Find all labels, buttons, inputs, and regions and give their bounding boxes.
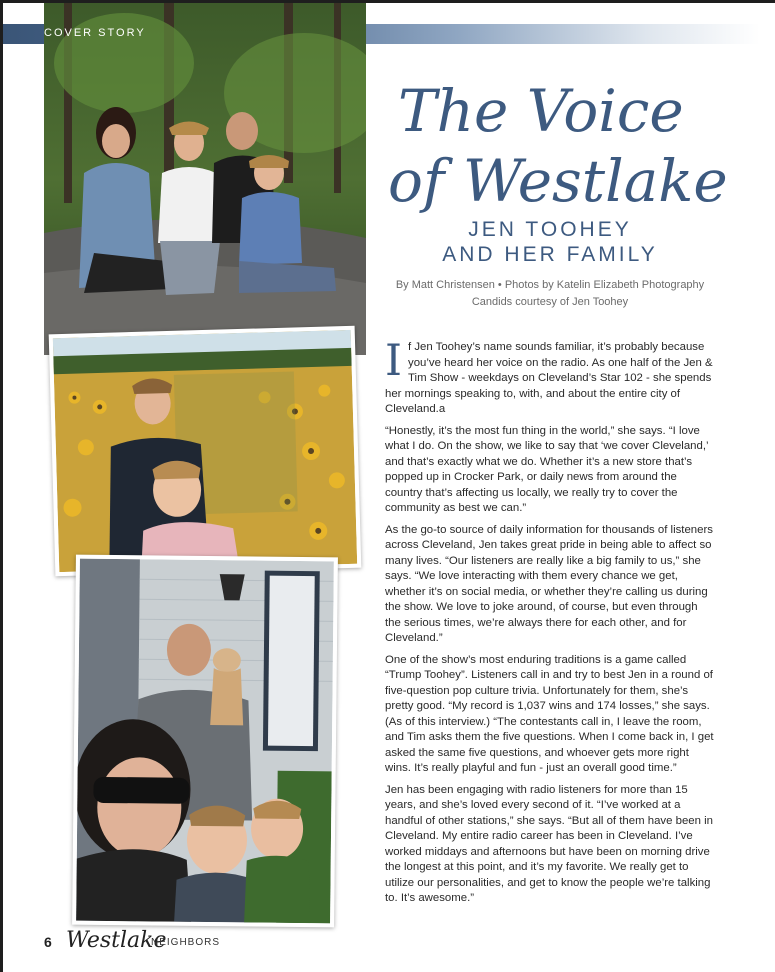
magazine-logo: Westlake: [66, 928, 167, 953]
subheadline-line-2: AND HER FAMILY: [442, 243, 658, 266]
article-paragraph-1: [385, 336, 715, 418]
magazine-logo-subtitle: NEIGHBORS: [151, 937, 221, 948]
sunflower-field-photo: [49, 326, 362, 576]
family-portrait-photo: [44, 3, 366, 355]
headline-line-2: of Westlake: [388, 147, 728, 215]
article-paragraph-3: As the go-to source of daily information for thousands of listeners across Cleveland, Jen takes great pride in being able to affect so many lives. “Our listeners are really like a big family to us,” she says. “We love interacting with them every chance we get, whether it’s on social media, or whether they’re calling us during the show. We love to joke around, of course, but even through the serious times, we’re always there for each other, and for Cleveland.”: [385, 523, 713, 644]
subheadline-line-1: JEN TOOHEY: [468, 218, 632, 241]
byline-candids: Candids courtesy of Jen Toohey: [471, 296, 629, 308]
drop-cap: I: [385, 336, 402, 386]
page-number: 6: [44, 934, 52, 950]
headline-line-1: The Voice: [398, 77, 684, 145]
article-paragraph-1-text: f Jen Toohey’s name sounds familiar, it’s probably because you’ve heard her voice on the radio. As one half of the Jen & Tim Show - weekdays on Cleveland’s Star 102 - she spends her mornings speaking to, with, and about the entire city of Cleveland.a: [385, 341, 713, 415]
article-paragraph-4: One of the show’s most enduring traditions is a game called “Trump Toohey”. Listeners call in and try to best Jen in a round of five-question pop culture trivia. Unfortunately for them, she’s pretty good. “My record is 1,037 wins and 174 losses,” she says. (As of this interview.) “The contestants call in, I leave the room, and Tim asks them the five questions. When I come back in, I get asked the same five questions, and whoever gets more right wins. It’s really playful and fun - just an overall good time.”: [385, 653, 714, 774]
article-body: [385, 336, 715, 913]
section-label: COVER STORY: [44, 27, 146, 39]
article-paragraph-2: “Honestly, it’s the most fun thing in the world,” she says. “I love what I do. On the show, we like to say that ‘we cover Cleveland,’ and that’s exactly what we do. Whether it’s a new store that’s popped up in Crocker Park, or daily news from around the country that’s affecting us locally, we really try to cover the community as best we can.”: [385, 424, 709, 514]
byline-credits: By Matt Christensen • Photos by Katelin Elizabeth Photography: [395, 279, 705, 291]
family-selfie-photo: [72, 555, 338, 928]
page-frame-left: [0, 0, 3, 972]
article-paragraph-5: Jen has been engaging with radio listeners for more than 15 years, and she’s loved every second of it. “I’ve worked at a handful of other stations,” she says. “But all of them have been in Cleveland. My entire radio career has been in Cleveland. I’ve worked middays and afternoons but have been on morning drive the longest at this point, and it’s my favorite. We really get to utilize our personalities, and get to know the people we’re talking to. It’s awesome.”: [385, 783, 713, 904]
